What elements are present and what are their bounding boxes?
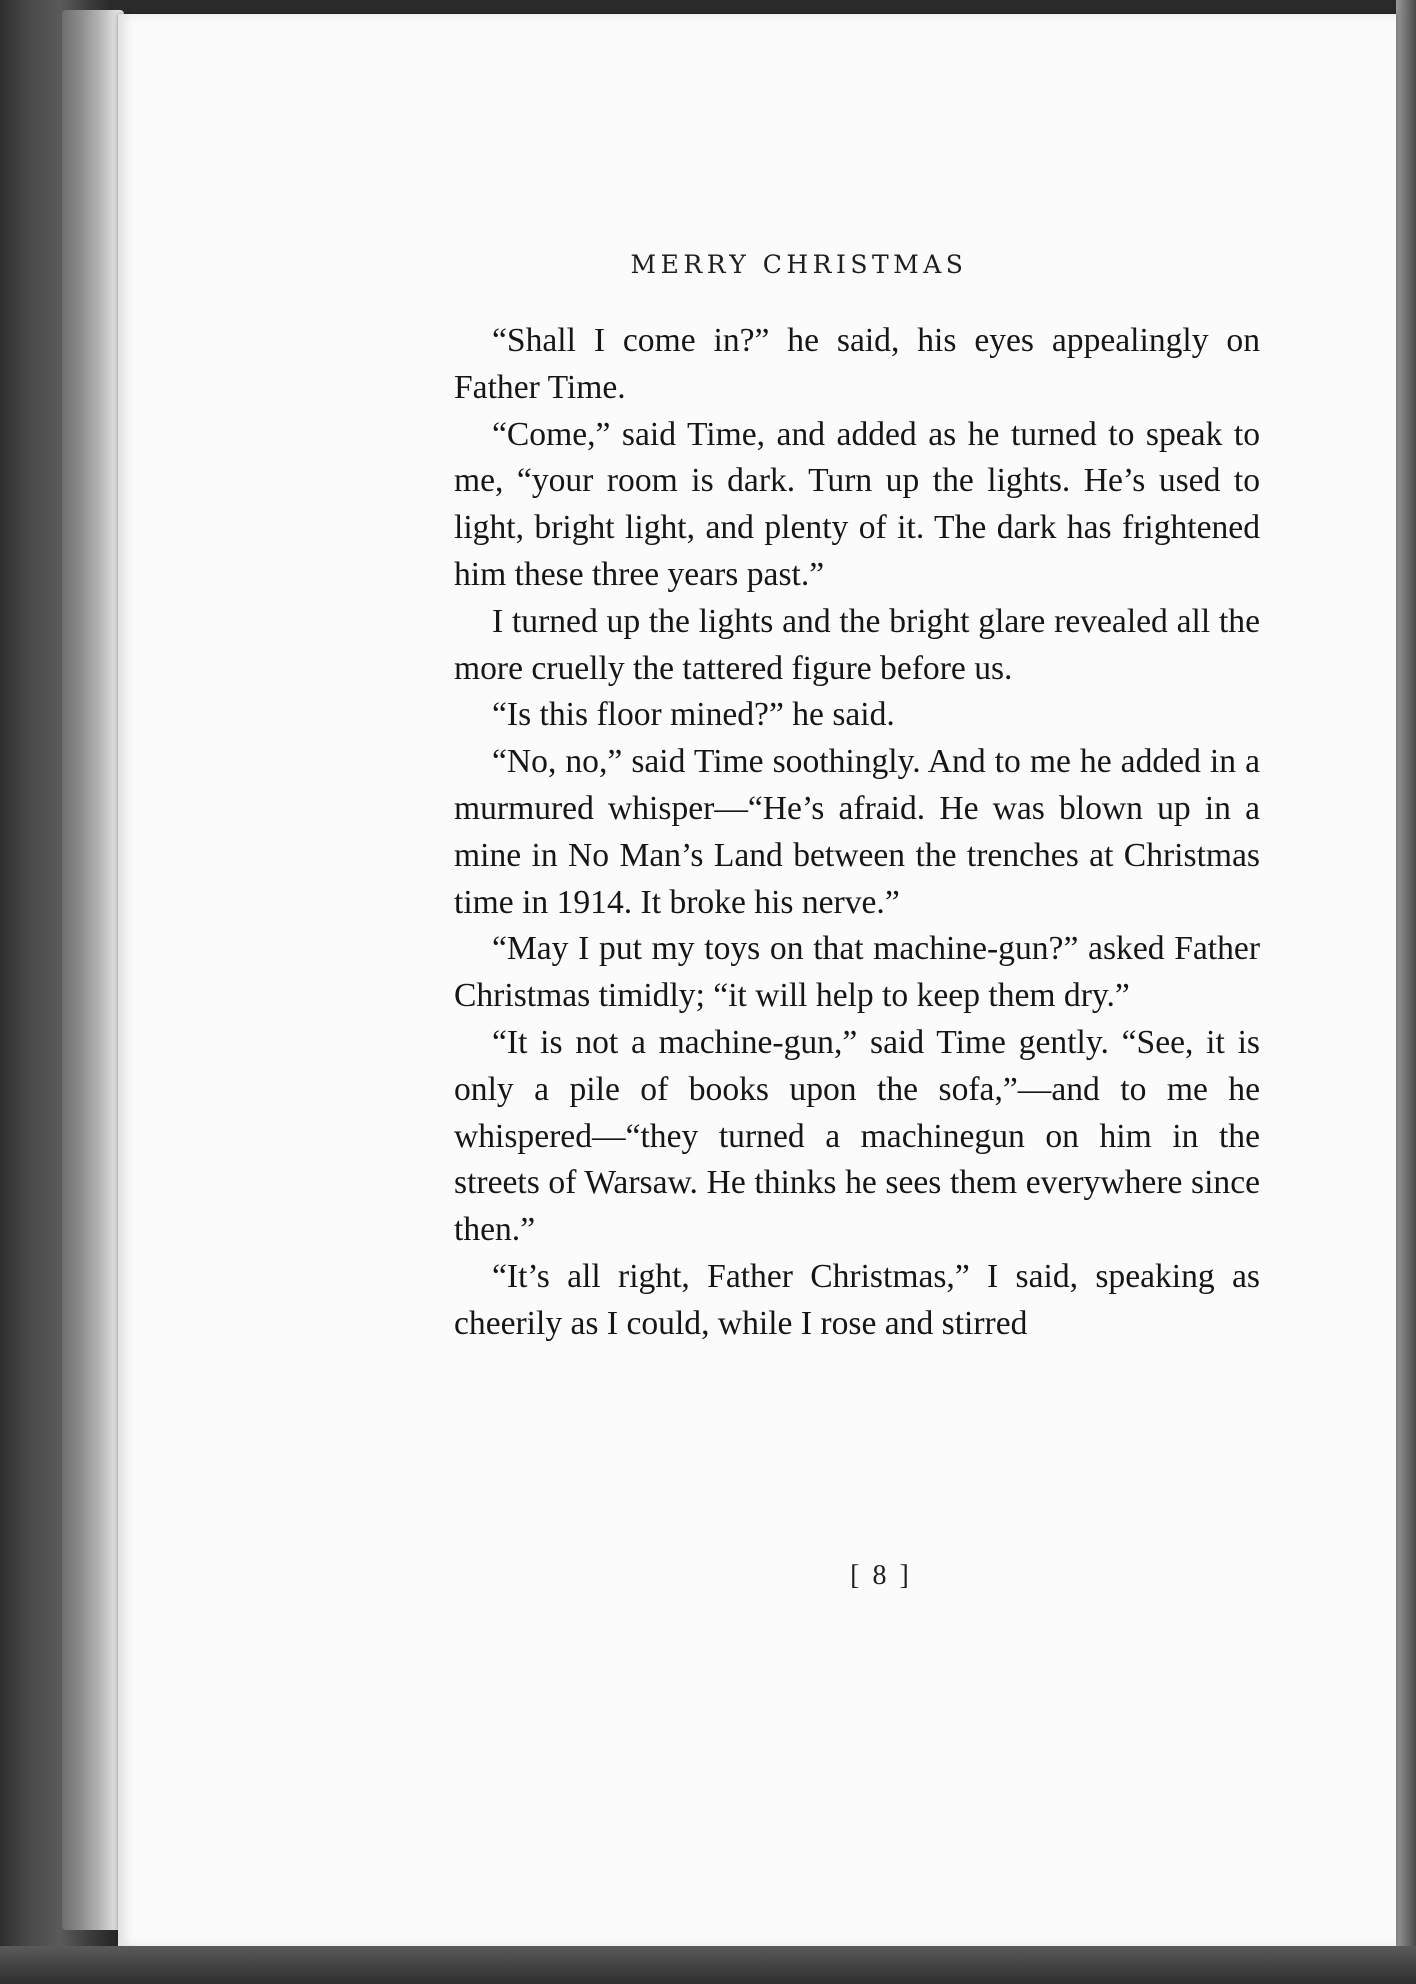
paragraph: “It is not a machine-gun,” said Time gently. “See, it is only a pile of books upon the sofa,”—and to me he whispered—“they turned a machinegun on him in the streets of Warsaw. He thinks he sees them everywhere since then.”	[454, 1023, 1260, 1249]
paragraph: “It’s all right, Father Christmas,” I said, speaking as cheerily as I could, while I rose and stirred	[454, 1257, 1260, 1342]
scan-bottom-border	[0, 1946, 1416, 1984]
scan-right-border	[1396, 0, 1416, 1984]
paragraph: I turned up the lights and the bright glare revealed all the more cruelly the tattered figure before us.	[454, 602, 1260, 687]
page-body-text	[454, 318, 1260, 1348]
paragraph: “No, no,” said Time soothingly. And to me he added in a murmured whisper—“He’s afraid. He was blown up in a mine in No Man’s Land between the trenches at Christmas time in 1914. It broke his nerve.”	[454, 743, 1260, 921]
page-number-text: [ 8 ]	[850, 1560, 912, 1591]
page-number	[118, 1560, 1396, 1592]
page-stack-edge	[62, 10, 124, 1930]
paragraph: “May I put my toys on that machine-gun?” asked Father Christmas timidly; “it will help to keep them dry.”	[454, 930, 1260, 1015]
running-head-text: MERRY CHRISTMAS	[630, 250, 968, 279]
running-head	[118, 250, 1396, 279]
paragraph: “Is this floor mined?” he said.	[492, 696, 895, 734]
paragraph: “Shall I come in?” he said, his eyes appealingly on Father Time.	[454, 322, 1260, 406]
paragraph: “Come,” said Time, and added as he turned to speak to me, “your room is dark. Turn up the lights. He’s used to light, bright light, and plenty of it. The dark has frightened him these three years past.”	[454, 415, 1260, 593]
